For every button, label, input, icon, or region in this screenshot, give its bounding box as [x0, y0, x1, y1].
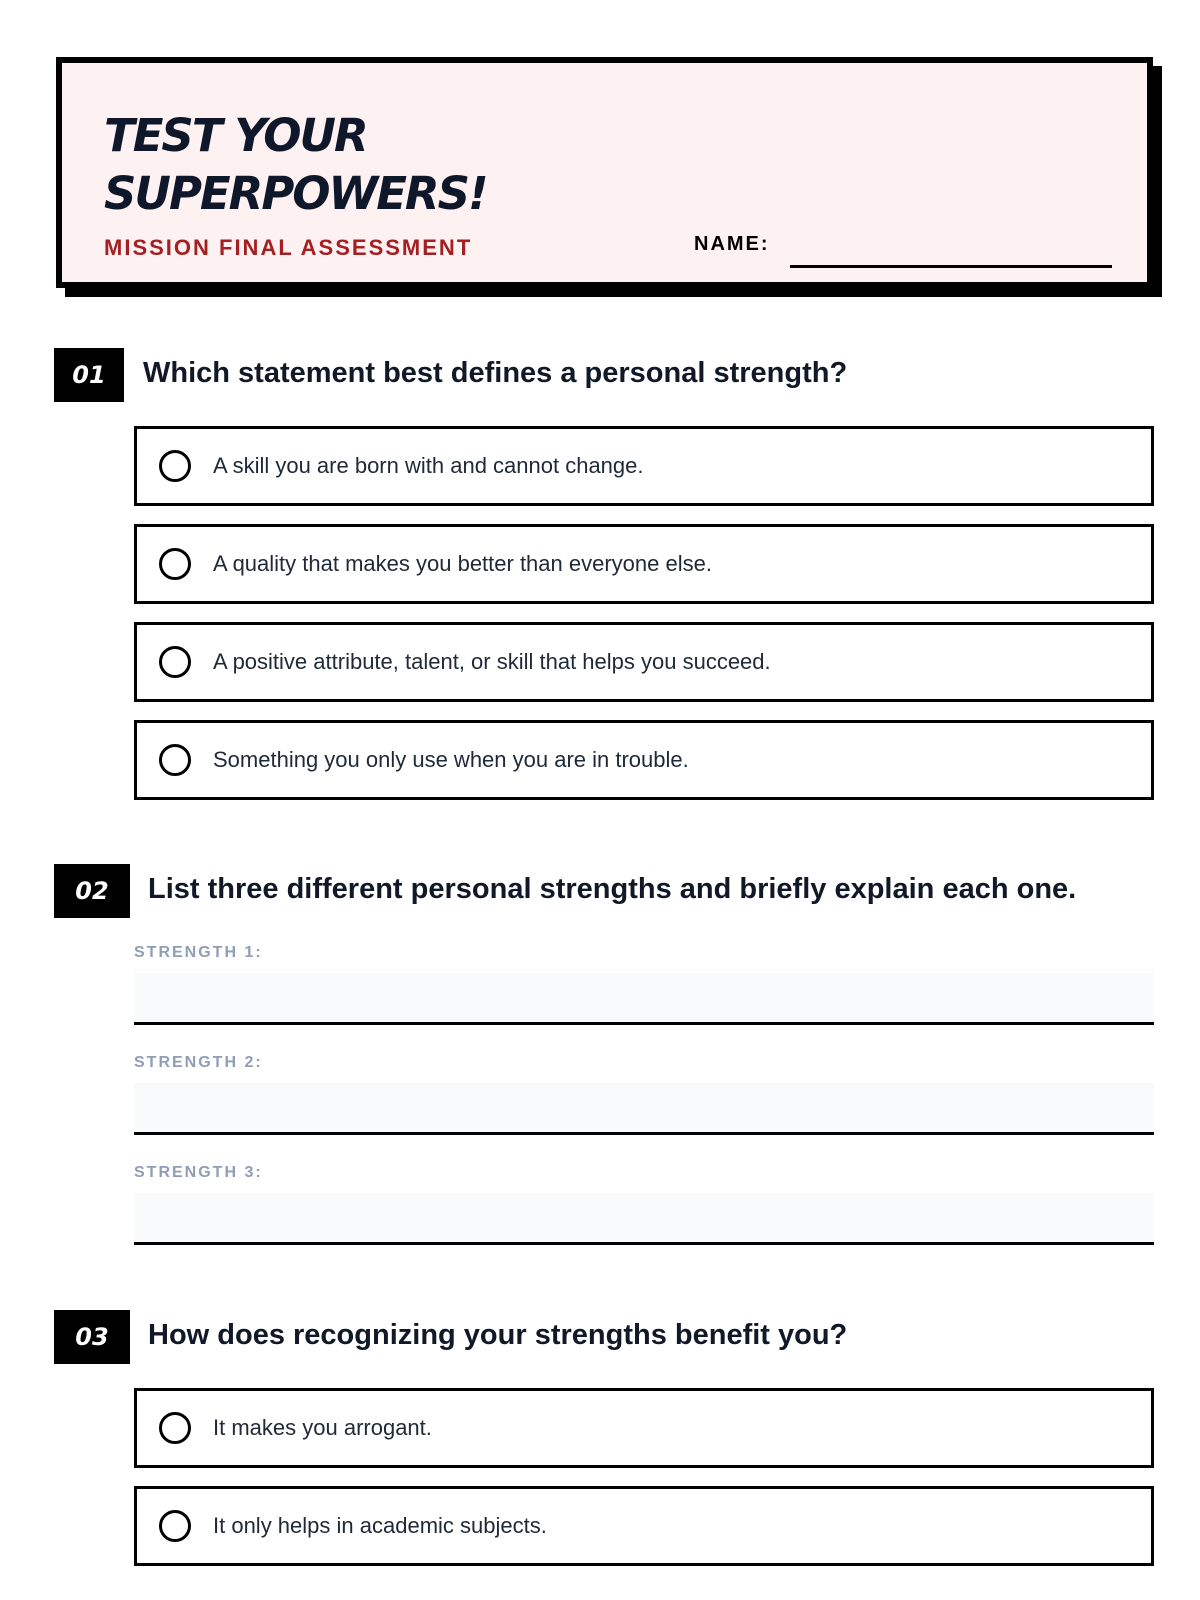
name-label: NAME:: [694, 233, 770, 255]
option-label: It makes you arrogant.: [213, 1415, 432, 1440]
page-subtitle: MISSION FINAL ASSESSMENT: [104, 235, 473, 260]
strength-1-label: STRENGTH 1:: [134, 944, 263, 961]
question-1-option-d[interactable]: [134, 720, 1154, 800]
question-3-number-badge: 03: [54, 1310, 130, 1364]
strength-2-input[interactable]: [134, 1083, 1154, 1135]
radio-button-icon[interactable]: [159, 1412, 191, 1444]
strength-2-label: STRENGTH 2:: [134, 1054, 263, 1071]
title-line-1: TEST YOUR: [104, 109, 367, 162]
strength-3-label: STRENGTH 3:: [134, 1164, 263, 1181]
question-2-number-badge: 02: [54, 864, 130, 918]
radio-button-icon[interactable]: [159, 548, 191, 580]
question-1-text: Which statement best defines a personal strength?: [143, 357, 848, 389]
question-3-option-b[interactable]: [134, 1486, 1154, 1566]
radio-button-icon[interactable]: [159, 1510, 191, 1542]
option-label: A positive attribute, talent, or skill that helps you succeed.: [213, 649, 771, 674]
question-1-option-b[interactable]: [134, 524, 1154, 604]
page-title: [104, 107, 487, 223]
header-card: [56, 57, 1153, 288]
question-3-text: How does recognizing your strengths benefit you?: [148, 1319, 848, 1351]
title-line-2: SUPERPOWERS!: [104, 167, 487, 220]
strength-3-input[interactable]: [134, 1193, 1154, 1245]
question-1-option-a[interactable]: [134, 426, 1154, 506]
question-1-option-c[interactable]: [134, 622, 1154, 702]
radio-button-icon[interactable]: [159, 450, 191, 482]
name-field[interactable]: [790, 265, 1112, 268]
option-label: It only helps in academic subjects.: [213, 1513, 547, 1538]
radio-button-icon[interactable]: [159, 646, 191, 678]
radio-button-icon[interactable]: [159, 744, 191, 776]
option-label: A quality that makes you better than everyone else.: [213, 551, 712, 576]
question-2-text: List three different personal strengths and briefly explain each one.: [148, 873, 1077, 905]
option-label: A skill you are born with and cannot change.: [213, 453, 644, 478]
option-label: Something you only use when you are in trouble.: [213, 747, 689, 772]
question-1-number-badge: 01: [54, 348, 124, 402]
strength-1-input[interactable]: [134, 973, 1154, 1025]
question-3-option-a[interactable]: [134, 1388, 1154, 1468]
